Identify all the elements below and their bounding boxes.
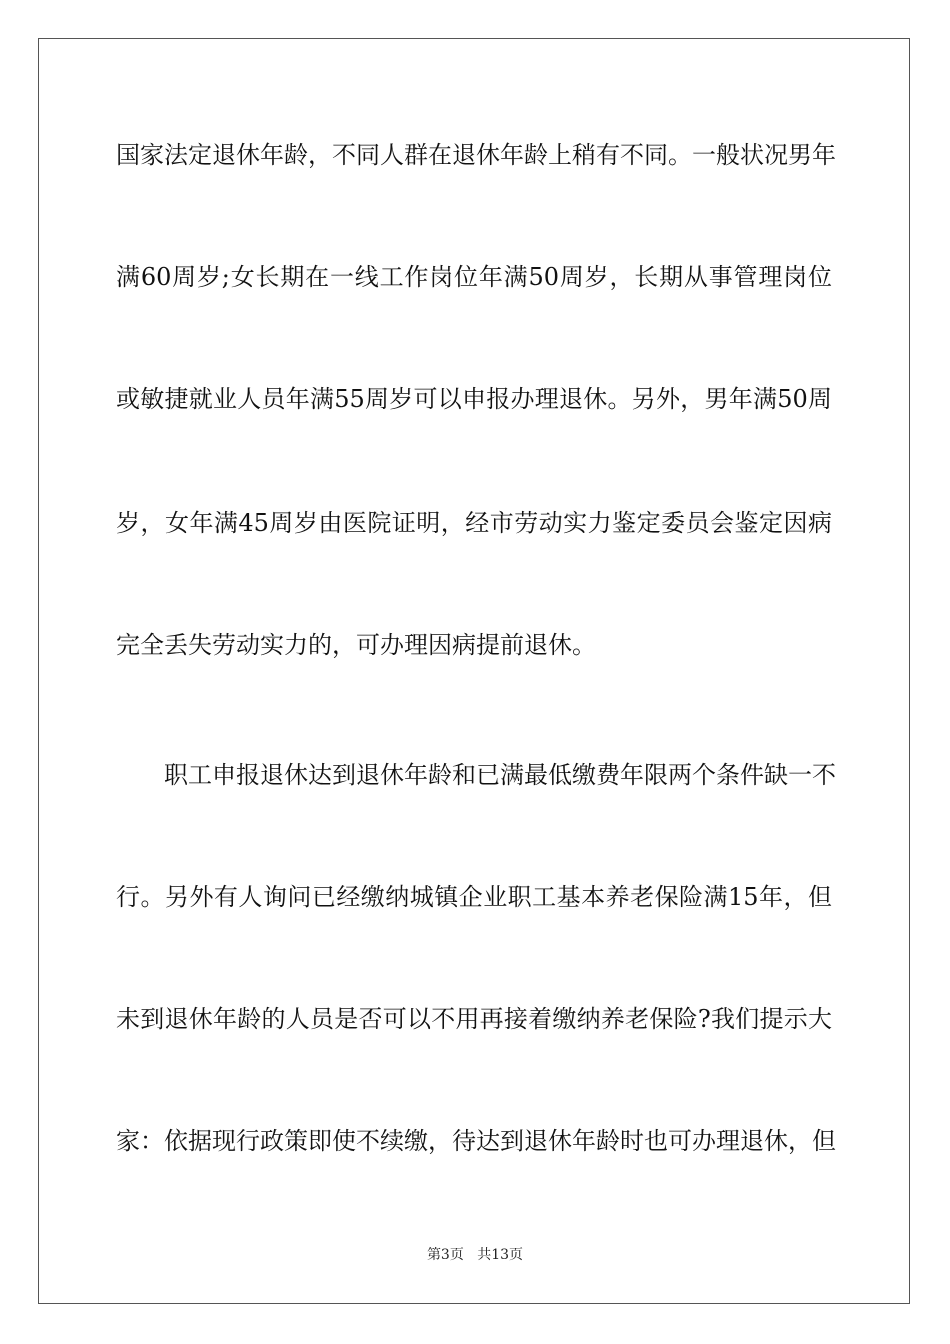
page-number: 第3页 — [426, 1247, 464, 1263]
text-line-2: 满60周岁;女长期在一线工作岗位年满50周岁，长期从事管理岗位 — [116, 263, 832, 291]
page-footer — [0, 1246, 950, 1264]
text-line-3: 或敏捷就业人员年满55周岁可以申报办理退休。另外，男年满50周 — [116, 385, 832, 413]
text-line-9: 家：依据现行政策即使不续缴，待达到退休年龄时也可办理退休，但 — [116, 1127, 836, 1155]
text-line-4: 岁，女年满45周岁由医院证明，经市劳动实力鉴定委员会鉴定因病 — [116, 509, 832, 537]
page-border — [38, 38, 910, 1304]
page-total: 共13页 — [477, 1247, 524, 1263]
text-line-7: 行。另外有人询问已经缴纳城镇企业职工基本养老保险满15年，但 — [116, 883, 832, 911]
text-line-1: 国家法定退休年龄，不同人群在退休年龄上稍有不同。一般状况男年 — [116, 141, 836, 169]
text-line-6: 职工申报退休达到退休年龄和已满最低缴费年限两个条件缺一不 — [164, 761, 836, 789]
text-line-8: 未到退休年龄的人员是否可以不用再接着缴纳养老保险?我们提示大 — [116, 1005, 832, 1033]
text-line-5: 完全丢失劳动实力的，可办理因病提前退休。 — [116, 631, 596, 659]
